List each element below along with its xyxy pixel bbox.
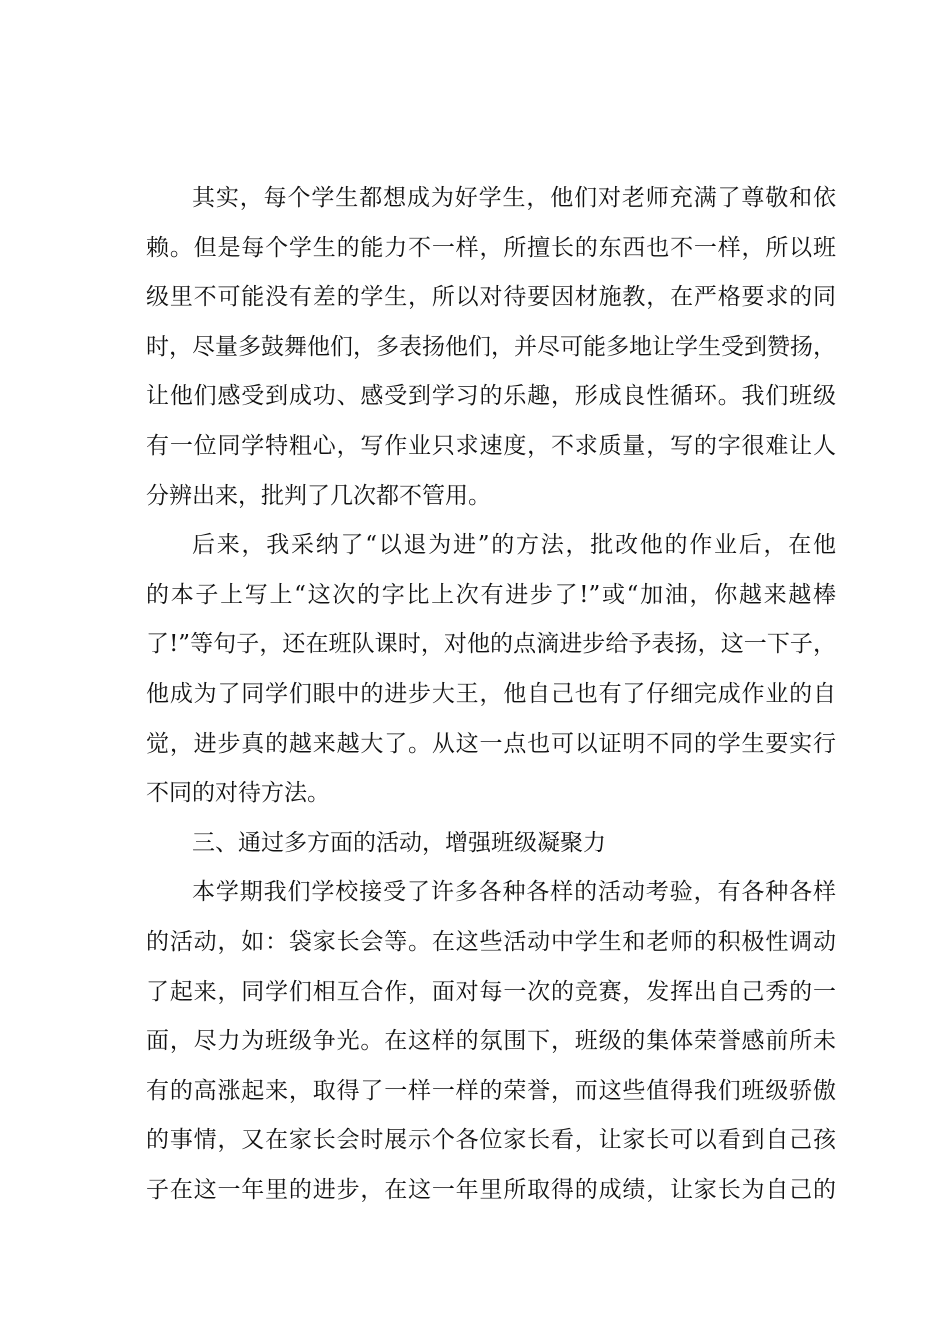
paragraph-1-line-1: 其实，每个学生都想成为好学生，他们对老师充满了尊敬和依 — [192, 185, 836, 211]
paragraph-1-line-4: 时，尽量多鼓舞他们，多表扬他们，并尽可能多地让学生受到赞扬， — [146, 333, 836, 360]
paragraph-2-line-4: 他成为了同学们眼中的进步大王，他自己也有了仔细完成作业的自 — [146, 680, 836, 707]
paragraph-2-line-1: 后来，我采纳了“以退为进”的方法，批改他的作业后，在他 — [192, 532, 836, 559]
paragraph-3-line-1: 本学期我们学校接受了许多各种各样的活动考验，有各种各样 — [192, 879, 836, 906]
paragraph-3-line-4: 面，尽力为班级争光。在这样的氛围下，班级的集体荣誉感前所未 — [146, 1028, 836, 1055]
paragraph-2-line-2: 的本子上写上“这次的字比上次有进步了!”或“加油，你越来越棒 — [146, 581, 836, 608]
paragraph-2-line-5: 觉，进步真的越来越大了。从这一点也可以证明不同的学生要实行 — [146, 730, 836, 757]
paragraph-3-line-3: 了起来，同学们相互合作，面对每一次的竞赛，发挥出自己秀的一 — [146, 978, 836, 1005]
paragraph-1-line-7: 分辨出来，批判了几次都不管用。 — [146, 482, 491, 509]
paragraph-1-line-6: 有一位同学特粗心，写作业只求速度，不求质量，写的字很难让人 — [146, 432, 836, 459]
document-body — [146, 174, 836, 1215]
section-heading: 三、通过多方面的活动，增强班级凝聚力 — [192, 829, 606, 856]
paragraph-3-line-2: 的活动，如：袋家长会等。在这些活动中学生和老师的积极性调动 — [146, 928, 836, 955]
paragraph-2-line-3: 了!”等句子，还在班队课时，对他的点滴进步给予表扬，这一下子， — [146, 631, 836, 658]
paragraph-3-line-7: 子在这一年里的进步，在这一年里所取得的成绩，让家长为自己的 — [146, 1176, 836, 1203]
paragraph-1-line-5: 让他们感受到成功、感受到学习的乐趣，形成良性循环。我们班级 — [146, 383, 836, 410]
paragraph-1-line-3: 级里不可能没有差的学生，所以对待要因材施教，在严格要求的同 — [146, 284, 836, 311]
paragraph-1-line-2: 赖。但是每个学生的能力不一样，所擅长的东西也不一样，所以班 — [146, 234, 836, 261]
paragraph-2-line-6: 不同的对待方法。 — [146, 780, 330, 807]
paragraph-3-line-6: 的事情，又在家长会时展示个各位家长看，让家长可以看到自己孩 — [146, 1127, 836, 1154]
paragraph-3-line-5: 有的高涨起来，取得了一样一样的荣誉，而这些值得我们班级骄傲 — [146, 1077, 836, 1104]
